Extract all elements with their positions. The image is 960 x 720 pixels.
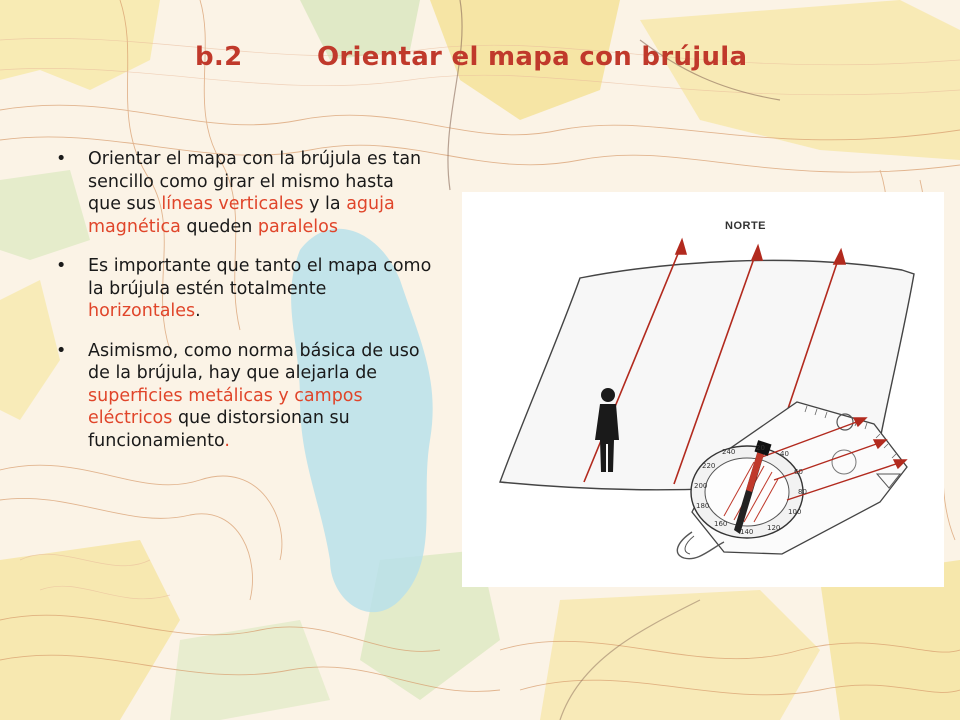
highlight-text: horizontales	[88, 301, 196, 321]
bullet-item	[52, 148, 432, 238]
dial-label: 60	[794, 468, 803, 476]
bullet-item	[52, 255, 432, 323]
compass-map-illustration	[462, 192, 944, 587]
illustration-drawing	[462, 192, 944, 587]
highlight-text: .	[224, 430, 230, 451]
bullet-text: Es importante que tanto el mapa como la brújula estén totalmente	[88, 256, 432, 299]
bullet-list	[52, 148, 432, 469]
dial-label: 180	[696, 502, 710, 510]
dial-label: 20	[756, 444, 765, 452]
title-number: b.2	[195, 42, 243, 72]
bullet-text: queden	[180, 216, 258, 237]
dial-label: 240	[722, 448, 736, 456]
bullet-dot: •	[56, 340, 67, 361]
dial-label: 80	[798, 488, 807, 496]
slide-title	[195, 42, 895, 82]
bullet-item	[52, 340, 432, 453]
highlight-text: aguja magnética	[88, 194, 395, 237]
bullet-text: .	[195, 301, 201, 321]
dial-label: 220	[702, 462, 716, 470]
dial-label: 120	[767, 524, 781, 532]
bullet-text: Orientar el mapa con la brújula es tan sencillo como girar el mismo hasta que sus	[88, 149, 422, 214]
bullet-text: Asimismo, como norma básica de uso de la brújula, hay que alejarla de	[88, 340, 420, 383]
bullet-text: y la	[303, 194, 347, 214]
dial-label: 100	[788, 508, 802, 516]
bullet-dot: •	[56, 256, 67, 276]
north-label: NORTE	[725, 220, 766, 232]
highlight-text: superficies metálicas y campos eléctricos	[88, 385, 363, 428]
title-text: Orientar el mapa con brújula	[317, 42, 748, 72]
bullet-text: que distorsionan su funcionamiento	[88, 408, 350, 451]
dial-label: 40	[780, 450, 789, 458]
dial-label: 160	[714, 520, 728, 528]
dial-label: 200	[694, 482, 708, 490]
highlight-text: líneas verticales	[161, 194, 304, 214]
dial-label: 140	[740, 528, 754, 536]
bullet-dot: •	[56, 149, 67, 169]
highlight-text: paralelos	[257, 216, 338, 237]
